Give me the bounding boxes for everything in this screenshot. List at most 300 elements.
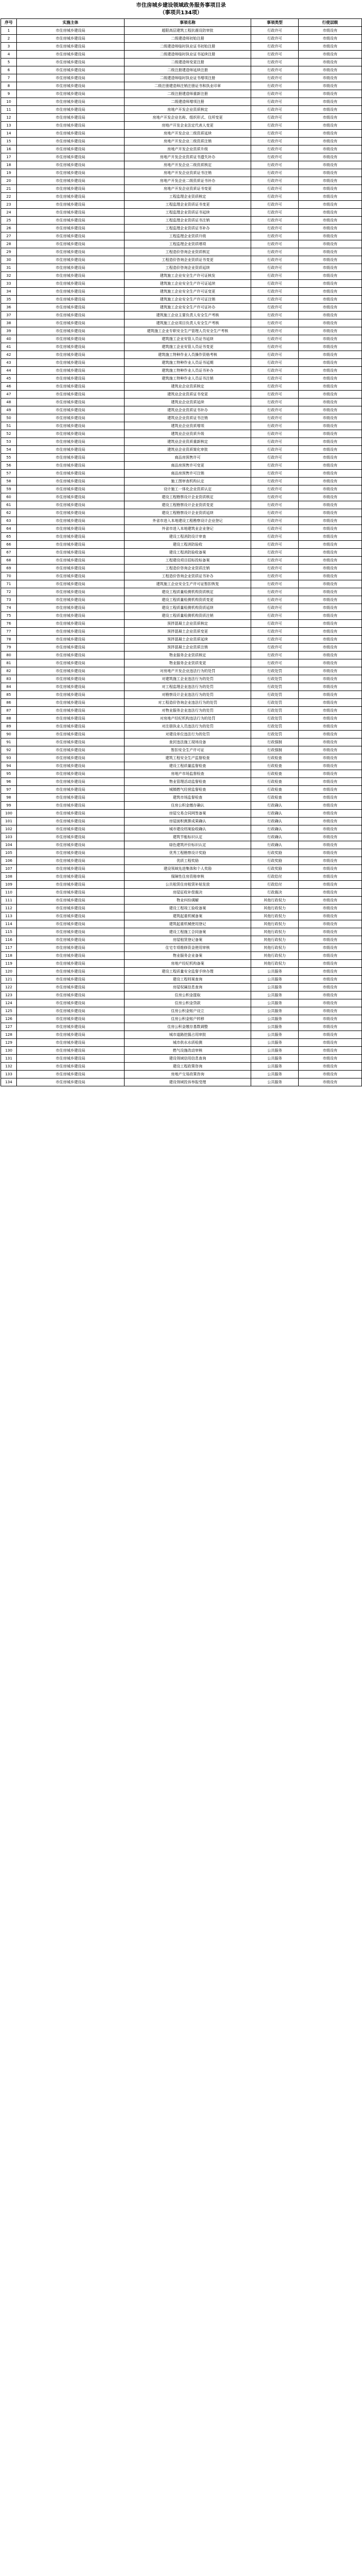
cell-item-name: 工程监理企业资质证书变更 <box>125 201 251 209</box>
cell-subject: 市住房城乡建设局 <box>17 256 125 264</box>
cell-number: 56 <box>1 462 17 470</box>
cell-level: 市级设有 <box>299 588 362 596</box>
cell-level: 市级设有 <box>299 525 362 533</box>
cell-subject: 市住房城乡建设局 <box>17 691 125 699</box>
cell-item-name: 建筑施工企业安管人员证书延续 <box>125 335 251 343</box>
cell-item-type: 行政许可 <box>251 398 299 406</box>
cell-subject: 市住房城乡建设局 <box>17 66 125 74</box>
table-row <box>1 319 362 327</box>
cell-number: 7 <box>1 74 17 82</box>
cell-number: 5 <box>1 59 17 66</box>
cell-subject: 市住房城乡建设局 <box>17 383 125 391</box>
cell-level: 市级设有 <box>299 462 362 470</box>
cell-item-type: 行政许可 <box>251 375 299 383</box>
cell-item-type: 其他行政权力 <box>251 960 299 968</box>
cell-number: 102 <box>1 825 17 833</box>
cell-item-type: 行政检查 <box>251 754 299 762</box>
cell-number: 63 <box>1 517 17 525</box>
cell-number: 85 <box>1 691 17 699</box>
cell-level: 市级设有 <box>299 296 362 304</box>
cell-item-type: 行政许可 <box>251 138 299 145</box>
cell-item-type: 行政许可 <box>251 130 299 138</box>
table-row <box>1 82 362 90</box>
table-row <box>1 794 362 802</box>
cell-number: 107 <box>1 865 17 873</box>
cell-item-type: 其他行政权力 <box>251 905 299 912</box>
cell-item-type: 行政许可 <box>251 454 299 462</box>
cell-item-name: 建筑工程安全生产监督检查 <box>125 754 251 762</box>
cell-subject: 市住房城乡建设局 <box>17 153 125 161</box>
cell-subject: 市住房城乡建设局 <box>17 312 125 319</box>
cell-item-type: 行政处罚 <box>251 707 299 715</box>
cell-number: 73 <box>1 596 17 604</box>
cell-level: 市级设有 <box>299 707 362 715</box>
cell-item-type: 行政许可 <box>251 438 299 446</box>
cell-item-name: 房屋权属信息查询 <box>125 984 251 991</box>
cell-item-type: 行政许可 <box>251 296 299 304</box>
cell-number: 97 <box>1 786 17 794</box>
cell-level: 市级设有 <box>299 517 362 525</box>
table-row <box>1 770 362 778</box>
cell-item-name: 工程造价咨询企业资质延续 <box>125 264 251 272</box>
header-item-type: 事项类型 <box>251 19 299 27</box>
cell-level: 市级设有 <box>299 952 362 960</box>
cell-number: 21 <box>1 185 17 193</box>
cell-subject: 市住房城乡建设局 <box>17 43 125 51</box>
cell-item-name: 建设领域投诉举报受理 <box>125 1078 251 1086</box>
cell-level: 市级设有 <box>299 478 362 485</box>
cell-level: 市级设有 <box>299 565 362 572</box>
cell-item-name: 工程造价咨询企业资质核定 <box>125 248 251 256</box>
cell-number: 108 <box>1 873 17 881</box>
cell-item-name: 建筑业企业资质增项 <box>125 422 251 430</box>
cell-item-name: 建筑施工特种作业人员证书注销 <box>125 375 251 383</box>
cell-number: 64 <box>1 525 17 533</box>
table-row <box>1 114 362 122</box>
cell-item-type: 行政许可 <box>251 74 299 82</box>
cell-item-name: 二级建造师增项注册 <box>125 98 251 106</box>
cell-item-type: 行政许可 <box>251 383 299 391</box>
table-row <box>1 327 362 335</box>
cell-item-type: 行政许可 <box>251 636 299 644</box>
table-row <box>1 604 362 612</box>
table-row <box>1 312 362 319</box>
cell-item-name: 建设工程消防验收备案 <box>125 549 251 557</box>
cell-item-type: 行政处罚 <box>251 667 299 675</box>
cell-level: 市级设有 <box>299 1031 362 1039</box>
cell-level: 市级设有 <box>299 786 362 794</box>
cell-level: 市级设有 <box>299 731 362 738</box>
cell-level: 市级设有 <box>299 833 362 841</box>
table-row <box>1 549 362 557</box>
cell-item-name: 建设工程勘察设计企业资质变更 <box>125 501 251 509</box>
cell-level: 市级设有 <box>299 754 362 762</box>
header-level: 行使层级 <box>299 19 362 27</box>
cell-item-type: 行政许可 <box>251 312 299 319</box>
cell-level: 市级设有 <box>299 59 362 66</box>
cell-number: 65 <box>1 533 17 541</box>
cell-level: 市级设有 <box>299 549 362 557</box>
cell-number: 99 <box>1 802 17 810</box>
cell-item-type: 行政处罚 <box>251 723 299 731</box>
cell-subject: 市住房城乡建设局 <box>17 27 125 35</box>
cell-item-type: 行政许可 <box>251 43 299 51</box>
cell-subject: 市住房城乡建设局 <box>17 98 125 106</box>
cell-level: 市级设有 <box>299 383 362 391</box>
cell-level: 市级设有 <box>299 280 362 288</box>
cell-level: 市级设有 <box>299 659 362 667</box>
cell-subject: 市住房城乡建设局 <box>17 319 125 327</box>
table-row <box>1 644 362 652</box>
table-row <box>1 438 362 446</box>
cell-item-name: 房地产经纪机构备案 <box>125 960 251 968</box>
cell-subject: 市住房城乡建设局 <box>17 359 125 367</box>
cell-number: 15 <box>1 138 17 145</box>
cell-item-type: 行政许可 <box>251 517 299 525</box>
cell-level: 市级设有 <box>299 667 362 675</box>
cell-item-name: 建筑业企业资质重新核定 <box>125 438 251 446</box>
cell-subject: 市住房城乡建设局 <box>17 762 125 770</box>
cell-level: 市级设有 <box>299 82 362 90</box>
cell-level: 市级设有 <box>299 1055 362 1063</box>
cell-number: 109 <box>1 881 17 889</box>
cell-level: 市级设有 <box>299 818 362 825</box>
cell-subject: 市住房城乡建设局 <box>17 667 125 675</box>
cell-level: 市级设有 <box>299 74 362 82</box>
cell-item-type: 行政许可 <box>251 209 299 217</box>
table-row <box>1 406 362 414</box>
table-row <box>1 588 362 596</box>
cell-level: 市级设有 <box>299 288 362 296</box>
cell-subject: 市住房城乡建设局 <box>17 833 125 841</box>
cell-level: 市级设有 <box>299 114 362 122</box>
cell-item-type: 公共服务 <box>251 999 299 1007</box>
cell-subject: 市住房城乡建设局 <box>17 59 125 66</box>
table-row <box>1 485 362 493</box>
cell-subject: 市住房城乡建设局 <box>17 920 125 928</box>
cell-item-name: 住房公积金账户转移 <box>125 1015 251 1023</box>
cell-number: 58 <box>1 478 17 485</box>
table-row <box>1 367 362 375</box>
cell-subject: 市住房城乡建设局 <box>17 232 125 240</box>
cell-item-type: 行政确认 <box>251 818 299 825</box>
cell-level: 市级设有 <box>299 272 362 280</box>
cell-item-type: 行政许可 <box>251 272 299 280</box>
table-row <box>1 359 362 367</box>
cell-level: 市级设有 <box>299 1071 362 1078</box>
cell-subject: 市住房城乡建设局 <box>17 889 125 897</box>
cell-level: 市级设有 <box>299 841 362 849</box>
table-row <box>1 952 362 960</box>
cell-number: 35 <box>1 296 17 304</box>
cell-number: 30 <box>1 256 17 264</box>
cell-level: 市级设有 <box>299 430 362 438</box>
cell-subject: 市住房城乡建设局 <box>17 881 125 889</box>
table-row <box>1 177 362 185</box>
cell-item-name: 房屋征收补偿裁决 <box>125 889 251 897</box>
cell-level: 市级设有 <box>299 644 362 652</box>
table-row <box>1 786 362 794</box>
cell-item-name: 对建设单位违法行为的处罚 <box>125 731 251 738</box>
cell-number: 78 <box>1 636 17 644</box>
cell-subject: 市住房城乡建设局 <box>17 604 125 612</box>
cell-subject: 市住房城乡建设局 <box>17 549 125 557</box>
cell-item-type: 行政许可 <box>251 644 299 652</box>
cell-item-type: 行政许可 <box>251 580 299 588</box>
cell-item-name: 建设领域先进集体和个人奖励 <box>125 865 251 873</box>
cell-item-type: 行政处罚 <box>251 683 299 691</box>
cell-number: 129 <box>1 1039 17 1047</box>
cell-item-type: 行政许可 <box>251 106 299 114</box>
cell-number: 47 <box>1 391 17 398</box>
cell-number: 40 <box>1 335 17 343</box>
cell-subject: 市住房城乡建设局 <box>17 35 125 43</box>
table-row <box>1 857 362 865</box>
cell-subject: 市住房城乡建设局 <box>17 841 125 849</box>
cell-item-name: 商品房预售许可注销 <box>125 470 251 478</box>
cell-number: 98 <box>1 794 17 802</box>
cell-item-name: 建设工程档案查询 <box>125 976 251 984</box>
cell-number: 110 <box>1 889 17 897</box>
cell-item-name: 建设工程质量安全监督手续办理 <box>125 968 251 976</box>
table-row <box>1 43 362 51</box>
cell-item-type: 行政许可 <box>251 446 299 454</box>
cell-item-type: 行政许可 <box>251 430 299 438</box>
cell-number: 3 <box>1 43 17 51</box>
cell-number: 36 <box>1 304 17 312</box>
cell-item-type: 其他行政权力 <box>251 897 299 905</box>
cell-number: 50 <box>1 414 17 422</box>
table-row <box>1 691 362 699</box>
cell-item-name: 二级注册建造师延续注册 <box>125 66 251 74</box>
cell-subject: 市住房城乡建设局 <box>17 565 125 572</box>
cell-item-name: 保障性住房资格审核 <box>125 873 251 881</box>
cell-level: 市级设有 <box>299 596 362 604</box>
cell-number: 16 <box>1 145 17 153</box>
table-row <box>1 889 362 897</box>
cell-item-type: 行政许可 <box>251 225 299 232</box>
cell-level: 市级设有 <box>299 810 362 818</box>
cell-item-name: 房地产开发企业资质证书注销 <box>125 169 251 177</box>
cell-item-type: 行政许可 <box>251 533 299 541</box>
cell-level: 市级设有 <box>299 367 362 375</box>
cell-item-type: 行政检查 <box>251 770 299 778</box>
table-row <box>1 960 362 968</box>
cell-subject: 市住房城乡建设局 <box>17 470 125 478</box>
cell-item-type: 行政许可 <box>251 565 299 572</box>
cell-item-name: 查封违法施工现场设备 <box>125 738 251 746</box>
cell-level: 市级设有 <box>299 580 362 588</box>
cell-subject: 市住房城乡建设局 <box>17 217 125 225</box>
table-row <box>1 565 362 572</box>
cell-item-type: 行政许可 <box>251 478 299 485</box>
cell-item-name: 房地产开发企业二级资质核定 <box>125 161 251 169</box>
cell-level: 市级设有 <box>299 335 362 343</box>
cell-item-name: 建筑业企业资质延续 <box>125 398 251 406</box>
cell-item-type: 行政许可 <box>251 153 299 161</box>
cell-number: 57 <box>1 470 17 478</box>
cell-level: 市级设有 <box>299 794 362 802</box>
cell-number: 60 <box>1 493 17 501</box>
cell-item-type: 公共服务 <box>251 1015 299 1023</box>
cell-item-type: 其他行政权力 <box>251 912 299 920</box>
table-row <box>1 596 362 604</box>
cell-subject: 市住房城乡建设局 <box>17 905 125 912</box>
cell-number: 118 <box>1 952 17 960</box>
cell-item-type: 行政许可 <box>251 367 299 375</box>
cell-level: 市级设有 <box>299 541 362 549</box>
table-row <box>1 304 362 312</box>
cell-item-name: 房地产开发企业资质证书遗失补办 <box>125 153 251 161</box>
cell-item-name: 二级建造师临时执业证书延续注册 <box>125 51 251 59</box>
cell-subject: 市住房城乡建设局 <box>17 1047 125 1055</box>
cell-number: 112 <box>1 905 17 912</box>
cell-level: 市级设有 <box>299 865 362 873</box>
cell-item-name: 住宅专项维修资金使用审核 <box>125 944 251 952</box>
cell-subject: 市住房城乡建设局 <box>17 280 125 288</box>
cell-number: 28 <box>1 240 17 248</box>
cell-item-type: 公共服务 <box>251 1007 299 1015</box>
cell-level: 市级设有 <box>299 485 362 493</box>
cell-number: 74 <box>1 604 17 612</box>
cell-item-type: 行政许可 <box>251 620 299 628</box>
table-row <box>1 541 362 549</box>
table-row <box>1 920 362 928</box>
cell-item-name: 建设工程勘察设计企业资质核定 <box>125 493 251 501</box>
table-row <box>1 897 362 905</box>
cell-level: 市级设有 <box>299 999 362 1007</box>
table-row <box>1 462 362 470</box>
cell-item-type: 公共服务 <box>251 1039 299 1047</box>
cell-number: 25 <box>1 217 17 225</box>
cell-item-name: 施工图审查机构认定 <box>125 478 251 485</box>
cell-item-name: 住房公积金缴存基数调整 <box>125 1023 251 1031</box>
cell-level: 市级设有 <box>299 327 362 335</box>
table-row <box>1 1023 362 1031</box>
cell-item-name: 建筑业企业资质简化审批 <box>125 446 251 454</box>
table-row <box>1 1047 362 1055</box>
table-row <box>1 825 362 833</box>
cell-subject: 市住房城乡建设局 <box>17 1015 125 1023</box>
table-row <box>1 936 362 944</box>
cell-subject: 市住房城乡建设局 <box>17 122 125 130</box>
cell-number: 121 <box>1 976 17 984</box>
cell-level: 市级设有 <box>299 857 362 865</box>
cell-level: 市级设有 <box>299 968 362 976</box>
cell-item-type: 公共服务 <box>251 1063 299 1071</box>
cell-item-type: 行政检查 <box>251 794 299 802</box>
cell-number: 18 <box>1 161 17 169</box>
cell-number: 59 <box>1 485 17 493</box>
cell-subject: 市住房城乡建设局 <box>17 462 125 470</box>
cell-number: 72 <box>1 588 17 596</box>
cell-subject: 市住房城乡建设局 <box>17 485 125 493</box>
cell-subject: 市住房城乡建设局 <box>17 138 125 145</box>
cell-number: 69 <box>1 565 17 572</box>
table-row <box>1 343 362 351</box>
cell-item-name: 优秀工程勘察设计奖励 <box>125 849 251 857</box>
cell-number: 116 <box>1 936 17 944</box>
cell-subject: 市住房城乡建设局 <box>17 406 125 414</box>
cell-number: 91 <box>1 738 17 746</box>
table-row <box>1 517 362 525</box>
cell-number: 46 <box>1 383 17 391</box>
table-row <box>1 683 362 691</box>
cell-level: 市级设有 <box>299 248 362 256</box>
cell-subject: 市住房城乡建设局 <box>17 438 125 446</box>
cell-number: 13 <box>1 122 17 130</box>
table-row <box>1 90 362 98</box>
cell-number: 26 <box>1 225 17 232</box>
table-row <box>1 652 362 659</box>
cell-subject: 市住房城乡建设局 <box>17 818 125 825</box>
cell-item-type: 行政强制 <box>251 746 299 754</box>
table-row <box>1 620 362 628</box>
cell-number: 92 <box>1 746 17 754</box>
cell-item-name: 工程监理企业资质证书延续 <box>125 209 251 217</box>
cell-item-name: 工程监理企业资质核定 <box>125 193 251 201</box>
cell-subject: 市住房城乡建设局 <box>17 454 125 462</box>
cell-item-type: 行政许可 <box>251 327 299 335</box>
table-row <box>1 493 362 501</box>
cell-item-type: 行政奖励 <box>251 849 299 857</box>
cell-item-type: 公共服务 <box>251 984 299 991</box>
table-row <box>1 1007 362 1015</box>
cell-item-name: 外省市进入本地建设工程勘察设计企业登记 <box>125 517 251 525</box>
cell-level: 市级设有 <box>299 106 362 114</box>
cell-level: 市级设有 <box>299 454 362 462</box>
cell-subject: 市住房城乡建设局 <box>17 177 125 185</box>
cell-item-type: 行政许可 <box>251 541 299 549</box>
cell-item-type: 行政给付 <box>251 873 299 881</box>
cell-subject: 市住房城乡建设局 <box>17 327 125 335</box>
cell-item-name: 工程造价咨询企业资质证书补办 <box>125 572 251 580</box>
cell-level: 市级设有 <box>299 90 362 98</box>
cell-subject: 市住房城乡建设局 <box>17 1007 125 1015</box>
cell-subject: 市住房城乡建设局 <box>17 509 125 517</box>
table-row <box>1 375 362 383</box>
cell-subject: 市住房城乡建设局 <box>17 288 125 296</box>
cell-level: 市级设有 <box>299 802 362 810</box>
cell-item-type: 行政许可 <box>251 604 299 612</box>
table-row <box>1 422 362 430</box>
cell-number: 49 <box>1 406 17 414</box>
table-row <box>1 810 362 818</box>
cell-item-type: 公共服务 <box>251 1031 299 1039</box>
cell-subject: 市住房城乡建设局 <box>17 897 125 905</box>
cell-subject: 市住房城乡建设局 <box>17 82 125 90</box>
cell-item-name: 预拌混凝土企业资质变更 <box>125 628 251 636</box>
cell-level: 市级设有 <box>299 122 362 130</box>
cell-item-type: 行政许可 <box>251 406 299 414</box>
cell-subject: 市住房城乡建设局 <box>17 501 125 509</box>
cell-level: 市级设有 <box>299 130 362 138</box>
cell-number: 75 <box>1 612 17 620</box>
cell-number: 27 <box>1 232 17 240</box>
cell-item-type: 行政许可 <box>251 51 299 59</box>
cell-item-name: 房地产开发企业二级资质延续 <box>125 130 251 138</box>
cell-number: 80 <box>1 652 17 659</box>
cell-level: 市级设有 <box>299 1063 362 1071</box>
cell-item-name: 工程建设项目招标投标备案 <box>125 557 251 565</box>
cell-number: 106 <box>1 857 17 865</box>
cell-number: 133 <box>1 1071 17 1078</box>
cell-item-name: 二级注册建造师注销注册证书和执业印章 <box>125 82 251 90</box>
cell-level: 市级设有 <box>299 572 362 580</box>
cell-item-name: 对勘察设计企业违法行为的处罚 <box>125 691 251 699</box>
cell-item-type: 行政许可 <box>251 66 299 74</box>
table-row <box>1 984 362 991</box>
